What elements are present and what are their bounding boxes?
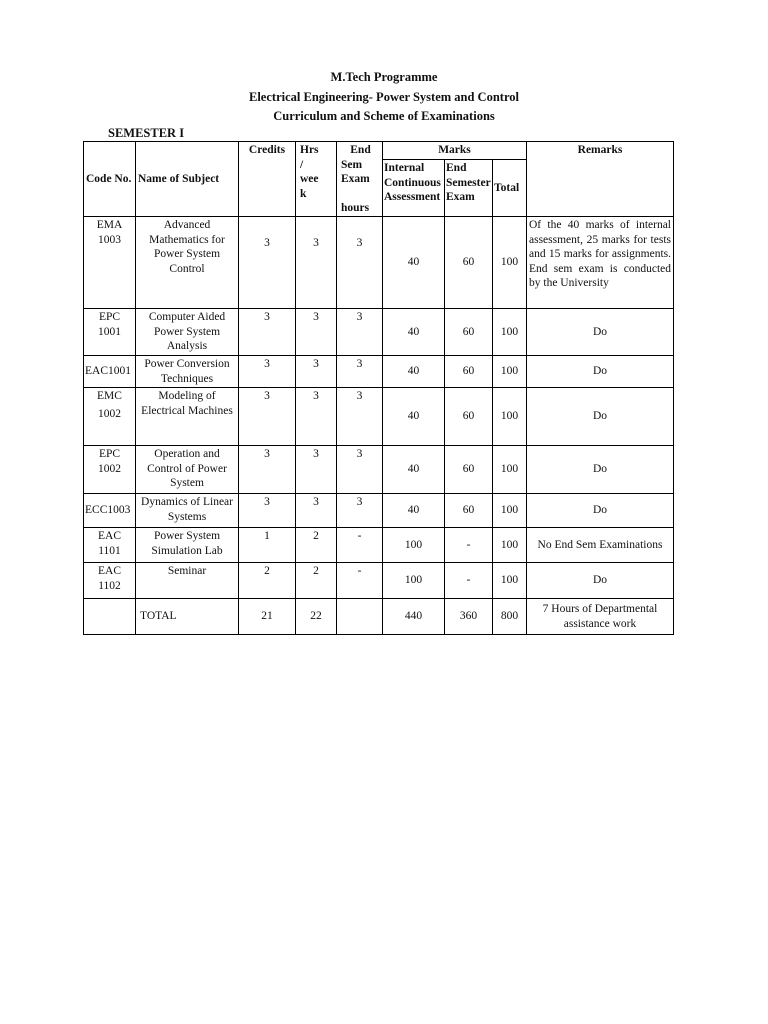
code-line: 1003: [98, 233, 121, 246]
table-row: [84, 217, 674, 309]
internal-cell: 40: [383, 309, 445, 356]
hrs-cell: 2: [296, 563, 337, 599]
title-scheme: Curriculum and Scheme of Examinations: [273, 109, 495, 123]
total-cell: 100: [493, 494, 527, 528]
header-end-semester-exam: [445, 160, 493, 217]
credits-cell: 3: [239, 446, 296, 494]
internal-cell: 40: [383, 217, 445, 309]
code-line: EAC: [98, 565, 121, 577]
title-programme: M.Tech Programme: [330, 70, 438, 84]
total-cell: 100: [493, 446, 527, 494]
hrs-cell: 3: [296, 356, 337, 388]
total-code-cell: [84, 599, 136, 635]
header-endsem-line4: hours: [341, 201, 370, 214]
header-row-1: [84, 142, 674, 160]
curriculum-table: [83, 141, 674, 635]
credits-cell: 3: [239, 309, 296, 356]
internal-cell: 40: [383, 446, 445, 494]
subject-cell: Computer Aided Power System Analysis: [136, 309, 239, 356]
title-department: Electrical Engineering- Power System and Control: [249, 89, 519, 104]
header-hrs-line4: k: [300, 187, 307, 200]
header-hrs-line1: Hrs: [300, 144, 319, 156]
total-cell: 100: [493, 528, 527, 563]
hrs-cell: 3: [296, 494, 337, 528]
header-hrs-line2: /: [300, 158, 304, 171]
exam-hours-cell: 3: [337, 388, 383, 446]
code-line: 1002: [98, 462, 121, 475]
header-internal-line3: Assessment: [384, 191, 441, 204]
header-internal-assessment: [383, 160, 445, 217]
total-credits: 21: [239, 599, 296, 635]
end-sem-cell: 60: [445, 356, 493, 388]
code-cell: [84, 217, 136, 309]
table-row: [84, 388, 674, 446]
total-exam-hours-cell: [337, 599, 383, 635]
table-row: [84, 528, 674, 563]
header-endsem-line1: End: [350, 144, 371, 156]
header-remarks: Remarks: [527, 142, 674, 217]
table-row: [84, 356, 674, 388]
remarks-cell: Do: [527, 388, 674, 446]
exam-hours-cell: 3: [337, 494, 383, 528]
header-endsemexam-line1: End: [446, 162, 467, 175]
code-cell: [84, 388, 136, 446]
total-cell: 100: [493, 388, 527, 446]
credits-cell: [239, 217, 296, 309]
internal-cell: 40: [383, 388, 445, 446]
header-endsem-line2: Sem: [341, 158, 363, 171]
remarks-cell: Do: [527, 309, 674, 356]
subject-cell: Operation and Control of Power System: [136, 446, 239, 494]
semester-heading: SEMESTER I: [108, 126, 185, 140]
total-hrs: 22: [296, 599, 337, 635]
end-sem-cell: -: [445, 528, 493, 563]
table-row: [84, 446, 674, 494]
code-line: 1001: [98, 325, 121, 338]
internal-cell: 40: [383, 356, 445, 388]
exam-hours-cell: 3: [337, 356, 383, 388]
subject-cell: Power System Simulation Lab: [136, 528, 239, 563]
total-cell: 100: [493, 356, 527, 388]
end-sem-cell: 60: [445, 309, 493, 356]
credits-cell: 2: [239, 563, 296, 599]
exam-hours-cell: 3: [337, 446, 383, 494]
code-cell: [84, 356, 136, 388]
exam-hours-cell: -: [337, 528, 383, 563]
header-total: Total: [493, 160, 527, 217]
remarks-cell: Do: [527, 494, 674, 528]
subject-cell: Advanced Mathematics for Power System Control: [136, 217, 239, 309]
total-end-sem: 360: [445, 599, 493, 635]
header-internal-line1: Internal: [384, 162, 425, 175]
end-sem-cell: 60: [445, 446, 493, 494]
code-line: EPC: [98, 311, 121, 323]
credits-cell: 3: [239, 494, 296, 528]
subject-cell: Seminar: [136, 563, 239, 599]
end-sem-cell: 60: [445, 388, 493, 446]
hrs-cell: [296, 217, 337, 309]
credits-cell: 1: [239, 528, 296, 563]
end-sem-cell: 60: [445, 494, 493, 528]
code-line: EPC: [98, 448, 121, 460]
total-total: 800: [493, 599, 527, 635]
header-internal-line2: Continuous: [384, 176, 441, 189]
exam-hours-cell: 3: [337, 309, 383, 356]
header-code: Code No.: [84, 142, 136, 217]
internal-cell: 100: [383, 563, 445, 599]
table-row: [84, 494, 674, 528]
table-row: [84, 309, 674, 356]
exam-hours-cell: -: [337, 563, 383, 599]
remarks-cell: No End Sem Examinations: [527, 528, 674, 563]
code-cell: [84, 309, 136, 356]
total-cell: 100: [493, 217, 527, 309]
code-cell: [84, 563, 136, 599]
end-sem-cell: 60: [445, 217, 493, 309]
header-end-sem-exam-hours: [337, 142, 383, 217]
remarks-cell: Do: [527, 446, 674, 494]
code-line: EMC: [97, 390, 122, 402]
subject-cell: Modeling of Electrical Machines: [136, 388, 239, 446]
total-row: [84, 599, 674, 635]
remarks-cell: Do: [527, 563, 674, 599]
header-credits: Credits: [239, 142, 296, 217]
credits-cell: 3: [239, 388, 296, 446]
hrs-cell: 3: [296, 388, 337, 446]
hrs-cell: 3: [296, 309, 337, 356]
code-cell: [84, 494, 136, 528]
internal-cell: 100: [383, 528, 445, 563]
code-line: 1002: [98, 407, 121, 420]
code-line: 1102: [98, 579, 121, 592]
code-cell: [84, 446, 136, 494]
code-line: EAC1001: [85, 365, 131, 378]
header-endsem-line3: Exam: [341, 173, 370, 185]
subject-cell: Power Conversion Techniques: [136, 356, 239, 388]
credits-value: 3: [264, 237, 270, 249]
table-row: [84, 563, 674, 599]
exam-hours-value: 3: [356, 237, 363, 249]
total-cell: 100: [493, 563, 527, 599]
hrs-cell: 3: [296, 446, 337, 494]
remarks-cell: Do: [527, 356, 674, 388]
total-remarks: 7 Hours of Departmental assistance work: [527, 599, 674, 635]
code-cell: [84, 528, 136, 563]
total-cell: 100: [493, 309, 527, 356]
subject-cell: Dynamics of Linear Systems: [136, 494, 239, 528]
hrs-value: 3: [313, 237, 319, 249]
header-subject: Name of Subject: [136, 142, 239, 217]
code-line: ECC1003: [85, 504, 131, 517]
header-marks: Marks: [383, 142, 527, 160]
total-internal: 440: [383, 599, 445, 635]
credits-cell: 3: [239, 356, 296, 388]
header-hrs-line3: wee: [300, 173, 319, 185]
document-title: [0, 68, 768, 127]
total-label: TOTAL: [136, 599, 239, 635]
hrs-cell: 2: [296, 528, 337, 563]
header-endsemexam-line2: Semester: [446, 176, 491, 189]
code-line: EAC: [98, 530, 121, 542]
internal-cell: 40: [383, 494, 445, 528]
code-line: 1101: [98, 544, 121, 557]
code-line: EMA: [96, 219, 123, 231]
header-hrs-week: [296, 142, 337, 217]
header-endsemexam-line3: Exam: [446, 191, 475, 204]
remarks-cell: Of the 40 marks of internal assessment, 25 marks for tests and 15 marks for assignments. End sem exam is conducted by the University: [527, 217, 674, 309]
exam-hours-cell: [337, 217, 383, 309]
end-sem-cell: -: [445, 563, 493, 599]
